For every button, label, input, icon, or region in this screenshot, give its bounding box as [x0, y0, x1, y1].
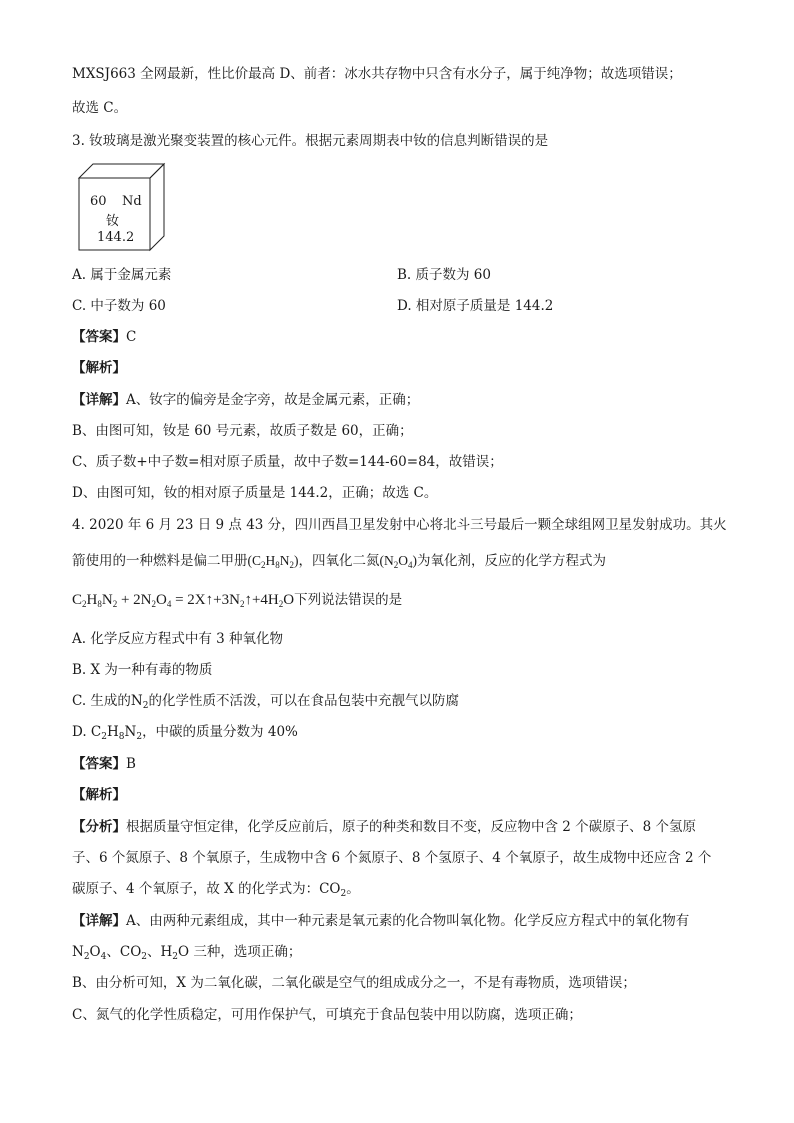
q3-detail-label: 【详解】: [72, 392, 126, 408]
q4-option-d-post: ，中碳的质量分数为 40%: [142, 724, 298, 740]
q3-option-d: D. 相对原子质量是 144.2: [397, 298, 554, 314]
line-1: MXSJ663 全网最新，性比价最高 D、前者：冰水共存物中只含有水分子，属于纯净物；故选项错误；: [72, 66, 682, 82]
q3-analysis: 【解析】: [72, 360, 126, 376]
q4-option-d-formula: D. $C_2H_8N_2$: [72, 724, 143, 742]
q4-option-d: [72, 722, 298, 747]
q4-answer-value: B: [126, 756, 136, 772]
q4-option-a: A. 化学反应方程式中有 3 种氧化物: [72, 631, 284, 647]
q4-detail-a1-text: A、由两种元素组成，其中一种元素是氧元素的化合物叫氧化物。化学反应方程式中的氧化物有: [126, 913, 690, 929]
q3-option-a: A. 属于金属元素: [72, 267, 172, 283]
q4-option-c: C. 生成的$N_2$的化学性质不活泼，可以在食品包装中充靓气以防腐: [72, 693, 459, 711]
q4-analysis: 【解析】: [72, 787, 126, 803]
q4-detail-a2: [72, 942, 301, 967]
q3-detail-c: C、质子数+中子数=相对原子质量，故中子数=144-60=84，故错误；: [72, 454, 503, 470]
q3-detail-b: B、由图可知，钕是 60 号元素，故质子数是 60，正确；: [72, 423, 413, 439]
q3-detail-a: [72, 390, 419, 410]
q4-detail-b: B、由分析可知，X 为二氧化碳，二氧化碳是空气的组成成分之一，不是有毒物质，选项错误；: [72, 975, 636, 991]
element-atomic-number: 60: [90, 194, 107, 209]
equation-formula: $C_2H_8N_2 + 2N_2O_4$ = $2X↑+3N_2↑+4H_2O$: [72, 592, 295, 609]
q4-line2-pre: 箭使用的一种燃料是偏二甲册: [72, 553, 248, 569]
q4-detail-a1: [72, 911, 689, 931]
q4-detail-a2-formulas: $N_2O_4$、$CO_2$、$H_2O$: [72, 944, 194, 962]
question-4-line-1: 4. 2020 年 6 月 23 日 9 点 43 分，四川西昌卫星发射中心将北斗三号最后一颗全球组网卫星发射成功。其火: [72, 517, 727, 533]
q4-fenxi-2: 子、6 个氮原子、8 个氧原子，生成物中含 6 个氮原子、8 个氢原子、4 个氧原子，故生成物中还应含 2 个: [72, 850, 712, 866]
element-name: 钕: [106, 214, 120, 229]
question-4-line-2: [72, 551, 606, 575]
q3-answer-label: 【答案】: [72, 329, 126, 345]
q4-detail-label: 【详解】: [72, 913, 126, 929]
q3-option-b: B. 质子数为 60: [397, 267, 491, 283]
line-2: 故选 C。: [72, 100, 128, 116]
q4-line2-mid: ，四氧化二氮: [298, 553, 380, 569]
q4-detail-c: C、氮气的化学性质稳定，可用作保护气，可填充于食品包装中用以防腐，选项正确；: [72, 1007, 582, 1023]
q4-option-c-pre: C. 生成的N: [72, 693, 143, 709]
q3-answer-value: C: [126, 329, 137, 345]
q4-option-c-post: 的化学性质不活泼，可以在食品包装中充靓气以防腐: [148, 693, 459, 709]
q4-fenxi-1: [72, 817, 696, 837]
element-tile-neodymium: [76, 160, 168, 252]
q4-option-b: B. X 为一种有毒的物质: [72, 662, 213, 678]
formula-n2o4: $(N_2O_4)$: [379, 553, 417, 570]
chemical-equation: [72, 588, 402, 615]
q4-detail-a2-text: 三种，选项正确；: [193, 944, 302, 960]
formula-c2h8n2: $(C_2H_8N_2)$: [247, 553, 299, 570]
q4-fenxi-l3: 碳原子、4 个氧原子，故 X 的化学式为：CO: [72, 881, 341, 897]
q3-detail-d: D、由图可知，钕的相对原子质量是 144.2，正确；故选 C。: [72, 485, 438, 501]
element-symbol: Nd: [122, 194, 142, 209]
element-mass: 144.2: [97, 230, 135, 245]
question-3: 3. 钕玻璃是激光聚变装置的核心元件。根据元素周期表中钕的信息判断错误的是: [72, 133, 549, 149]
q4-fenxi-3: 碳原子、4 个氧原子，故 X 的化学式为：$CO_2$。: [72, 881, 360, 899]
q4-fenxi-l1: 根据质量守恒定律，化学反应前后，原子的种类和数目不变，反应物中含 2 个碳原子、8 个氢原: [126, 819, 697, 835]
q4-answer: [72, 754, 136, 774]
q4-line2-post: 为氧化剂，反应的化学方程式为: [417, 553, 606, 569]
q3-option-c: C. 中子数为 60: [72, 298, 166, 314]
q4-answer-label: 【答案】: [72, 756, 126, 772]
q4-fenxi-label: 【分析】: [72, 819, 126, 835]
q3-detail-a-text: A、钕字的偏旁是金字旁，故是金属元素，正确；: [126, 392, 420, 408]
equation-tail: 下列说法错误的是: [294, 592, 403, 608]
q3-answer: [72, 327, 136, 347]
